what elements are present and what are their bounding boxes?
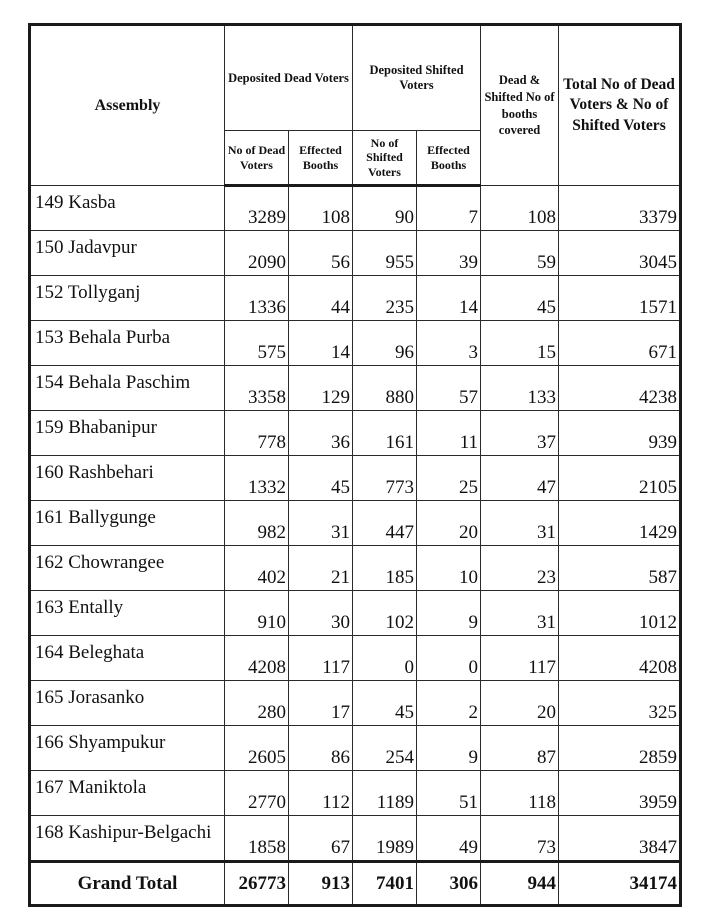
cell-total: 4238 <box>559 366 681 411</box>
cell-total: 2105 <box>559 456 681 501</box>
header-deposited-shifted: Deposited Shifted Voters <box>353 25 481 131</box>
cell-dead-effected-booths: 117 <box>289 636 353 681</box>
cell-booths-covered: 133 <box>481 366 559 411</box>
cell-dead-voters: 2605 <box>225 726 289 771</box>
cell-dead-voters: 3289 <box>225 186 289 231</box>
cell-total: 3045 <box>559 231 681 276</box>
cell-shifted-effected-booths: 57 <box>417 366 481 411</box>
table-row <box>30 276 681 321</box>
cell-shifted-voters: 45 <box>353 681 417 726</box>
cell-dead-voters: 1858 <box>225 816 289 862</box>
header-assembly: Assembly <box>30 25 225 186</box>
cell-shifted-voters: 773 <box>353 456 417 501</box>
cell-dead-effected-booths: 44 <box>289 276 353 321</box>
cell-dead-effected-booths: 14 <box>289 321 353 366</box>
cell-shifted-voters: 96 <box>353 321 417 366</box>
cell-shifted-voters: 955 <box>353 231 417 276</box>
grand-total-label: Grand Total <box>30 862 225 906</box>
cell-dead-effected-booths: 56 <box>289 231 353 276</box>
cell-dead-voters: 402 <box>225 546 289 591</box>
cell-booths-covered: 37 <box>481 411 559 456</box>
cell-shifted-voters: 161 <box>353 411 417 456</box>
cell-total: 1012 <box>559 591 681 636</box>
cell-shifted-voters: 1989 <box>353 816 417 862</box>
cell-booths-covered: 108 <box>481 186 559 231</box>
cell-booths-covered: 47 <box>481 456 559 501</box>
cell-total: 3959 <box>559 771 681 816</box>
cell-booths-covered: 31 <box>481 501 559 546</box>
cell-total: 1571 <box>559 276 681 321</box>
cell-dead-voters: 2090 <box>225 231 289 276</box>
cell-shifted-effected-booths: 39 <box>417 231 481 276</box>
grand-total-dead: 26773 <box>225 862 289 906</box>
cell-total: 325 <box>559 681 681 726</box>
cell-dead-voters: 280 <box>225 681 289 726</box>
table-row <box>30 366 681 411</box>
cell-shifted-voters: 0 <box>353 636 417 681</box>
cell-dead-voters: 982 <box>225 501 289 546</box>
cell-booths-covered: 15 <box>481 321 559 366</box>
cell-booths-covered: 31 <box>481 591 559 636</box>
cell-assembly: 163 Entally <box>30 591 225 636</box>
table-row <box>30 321 681 366</box>
cell-shifted-voters: 447 <box>353 501 417 546</box>
header-effected-booths-shifted: Effected Booths <box>417 131 481 186</box>
cell-shifted-effected-booths: 11 <box>417 411 481 456</box>
cell-shifted-effected-booths: 20 <box>417 501 481 546</box>
cell-dead-voters: 575 <box>225 321 289 366</box>
cell-dead-voters: 778 <box>225 411 289 456</box>
cell-dead-voters: 1332 <box>225 456 289 501</box>
table-row <box>30 546 681 591</box>
voters-table <box>28 23 682 907</box>
cell-dead-effected-booths: 36 <box>289 411 353 456</box>
cell-assembly: 164 Beleghata <box>30 636 225 681</box>
cell-assembly: 167 Maniktola <box>30 771 225 816</box>
grand-total-dead-booths: 913 <box>289 862 353 906</box>
header-total: Total No of Dead Voters & No of Shifted Voters <box>559 25 681 186</box>
table-row <box>30 411 681 456</box>
cell-dead-effected-booths: 21 <box>289 546 353 591</box>
header-no-of-dead-voters: No of Dead Voters <box>225 131 289 186</box>
cell-assembly: 149 Kasba <box>30 186 225 231</box>
cell-assembly: 152 Tollyganj <box>30 276 225 321</box>
cell-total: 939 <box>559 411 681 456</box>
cell-shifted-voters: 254 <box>353 726 417 771</box>
header-deposited-dead: Deposited Dead Voters <box>225 25 353 131</box>
cell-total: 3847 <box>559 816 681 862</box>
cell-booths-covered: 117 <box>481 636 559 681</box>
cell-dead-voters: 3358 <box>225 366 289 411</box>
cell-shifted-effected-booths: 9 <box>417 591 481 636</box>
cell-dead-effected-booths: 108 <box>289 186 353 231</box>
cell-assembly: 162 Chowrangee <box>30 546 225 591</box>
cell-total: 671 <box>559 321 681 366</box>
cell-shifted-effected-booths: 14 <box>417 276 481 321</box>
cell-dead-voters: 2770 <box>225 771 289 816</box>
cell-dead-effected-booths: 67 <box>289 816 353 862</box>
cell-total: 1429 <box>559 501 681 546</box>
table-row <box>30 501 681 546</box>
cell-shifted-voters: 880 <box>353 366 417 411</box>
table-row <box>30 186 681 231</box>
cell-shifted-effected-booths: 10 <box>417 546 481 591</box>
header-dead-shifted-booths: Dead & Shifted No of booths covered <box>481 25 559 186</box>
cell-booths-covered: 118 <box>481 771 559 816</box>
grand-total-shifted-booths: 306 <box>417 862 481 906</box>
cell-dead-effected-booths: 30 <box>289 591 353 636</box>
cell-assembly: 168 Kashipur-Belgachi <box>30 816 225 862</box>
cell-total: 4208 <box>559 636 681 681</box>
grand-total-total: 34174 <box>559 862 681 906</box>
cell-assembly: 161 Ballygunge <box>30 501 225 546</box>
cell-dead-effected-booths: 112 <box>289 771 353 816</box>
table-row <box>30 591 681 636</box>
cell-dead-effected-booths: 31 <box>289 501 353 546</box>
cell-shifted-effected-booths: 2 <box>417 681 481 726</box>
cell-assembly: 159 Bhabanipur <box>30 411 225 456</box>
grand-total-shifted: 7401 <box>353 862 417 906</box>
cell-dead-voters: 4208 <box>225 636 289 681</box>
cell-shifted-voters: 102 <box>353 591 417 636</box>
cell-shifted-voters: 1189 <box>353 771 417 816</box>
cell-dead-effected-booths: 86 <box>289 726 353 771</box>
cell-dead-effected-booths: 129 <box>289 366 353 411</box>
cell-dead-effected-booths: 17 <box>289 681 353 726</box>
cell-shifted-effected-booths: 9 <box>417 726 481 771</box>
cell-shifted-effected-booths: 0 <box>417 636 481 681</box>
cell-assembly: 153 Behala Purba <box>30 321 225 366</box>
cell-assembly: 150 Jadavpur <box>30 231 225 276</box>
cell-dead-effected-booths: 45 <box>289 456 353 501</box>
cell-dead-voters: 910 <box>225 591 289 636</box>
cell-shifted-voters: 185 <box>353 546 417 591</box>
cell-assembly: 166 Shyampukur <box>30 726 225 771</box>
cell-assembly: 165 Jorasanko <box>30 681 225 726</box>
table-row <box>30 771 681 816</box>
cell-total: 587 <box>559 546 681 591</box>
cell-dead-voters: 1336 <box>225 276 289 321</box>
header-no-of-shifted-voters: No of Shifted Voters <box>353 131 417 186</box>
cell-shifted-voters: 235 <box>353 276 417 321</box>
cell-assembly: 160 Rashbehari <box>30 456 225 501</box>
table-row <box>30 636 681 681</box>
cell-booths-covered: 23 <box>481 546 559 591</box>
cell-shifted-effected-booths: 3 <box>417 321 481 366</box>
cell-booths-covered: 73 <box>481 816 559 862</box>
cell-total: 3379 <box>559 186 681 231</box>
cell-total: 2859 <box>559 726 681 771</box>
grand-total-booths-covered: 944 <box>481 862 559 906</box>
table-row <box>30 231 681 276</box>
cell-booths-covered: 45 <box>481 276 559 321</box>
header-effected-booths-dead: Effected Booths <box>289 131 353 186</box>
table-row <box>30 726 681 771</box>
table-row <box>30 456 681 501</box>
cell-shifted-voters: 90 <box>353 186 417 231</box>
cell-booths-covered: 20 <box>481 681 559 726</box>
cell-shifted-effected-booths: 25 <box>417 456 481 501</box>
cell-booths-covered: 87 <box>481 726 559 771</box>
cell-assembly: 154 Behala Paschim <box>30 366 225 411</box>
grand-total-row <box>30 862 681 906</box>
cell-shifted-effected-booths: 49 <box>417 816 481 862</box>
table-row <box>30 681 681 726</box>
table-row <box>30 816 681 862</box>
cell-booths-covered: 59 <box>481 231 559 276</box>
cell-shifted-effected-booths: 51 <box>417 771 481 816</box>
cell-shifted-effected-booths: 7 <box>417 186 481 231</box>
